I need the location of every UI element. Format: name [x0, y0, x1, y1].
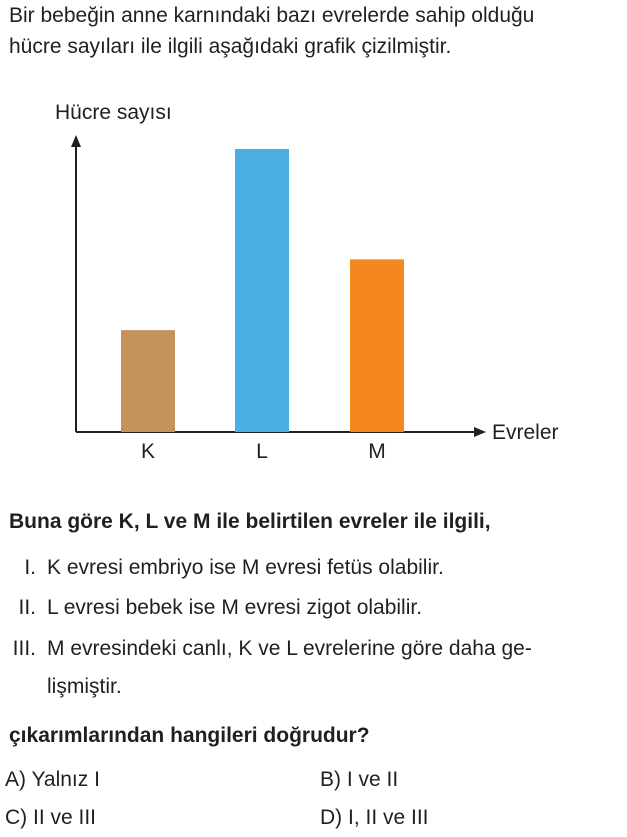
statement-2-text: L evresi bebek ise M evresi zigot olabilir.: [47, 596, 423, 619]
option-a[interactable]: A) Yalnız I: [5, 768, 100, 791]
x-tick-label-m: M: [368, 440, 386, 463]
statement-2: [0, 591, 620, 625]
question-head: Buna göre K, L ve M ile belirtilen evreler ile ilgili,: [9, 510, 491, 533]
option-b[interactable]: B) I ve II: [320, 768, 399, 791]
x-axis-label: Evreler: [492, 421, 559, 444]
statement-1-text: K evresi embriyo ise M evresi fetüs olabilir.: [47, 556, 444, 579]
statement-3: [0, 632, 620, 700]
statement-3-line-2: lişmiştir.: [47, 675, 122, 698]
bar-l: [235, 149, 289, 432]
intro-text: [9, 0, 621, 62]
y-axis-label: Hücre sayısı: [55, 101, 172, 124]
statement-3-number: III.: [12, 637, 36, 660]
option-d[interactable]: D) I, II ve III: [320, 806, 429, 829]
statement-1-number: I.: [24, 556, 36, 579]
intro-line-1: Bir bebeğin anne karnındaki bazı evrelerde sahip olduğu: [9, 4, 535, 27]
x-tick-label-l: L: [256, 440, 268, 463]
bar-chart: [0, 85, 627, 465]
question-tail: çıkarımlarından hangileri doğrudur?: [9, 724, 370, 747]
statement-1: [0, 551, 620, 585]
intro-line-2: hücre sayıları ile ilgili aşağıdaki grafik çizilmiştir.: [9, 35, 452, 58]
bar-k: [121, 330, 175, 432]
x-tick-label-k: K: [140, 440, 156, 463]
option-c[interactable]: C) II ve III: [5, 806, 97, 829]
statement-3-line-1: M evresindeki canlı, K ve L evrelerine göre daha ge-: [47, 637, 532, 660]
bar-m: [350, 259, 404, 432]
statement-2-number: II.: [18, 596, 36, 619]
